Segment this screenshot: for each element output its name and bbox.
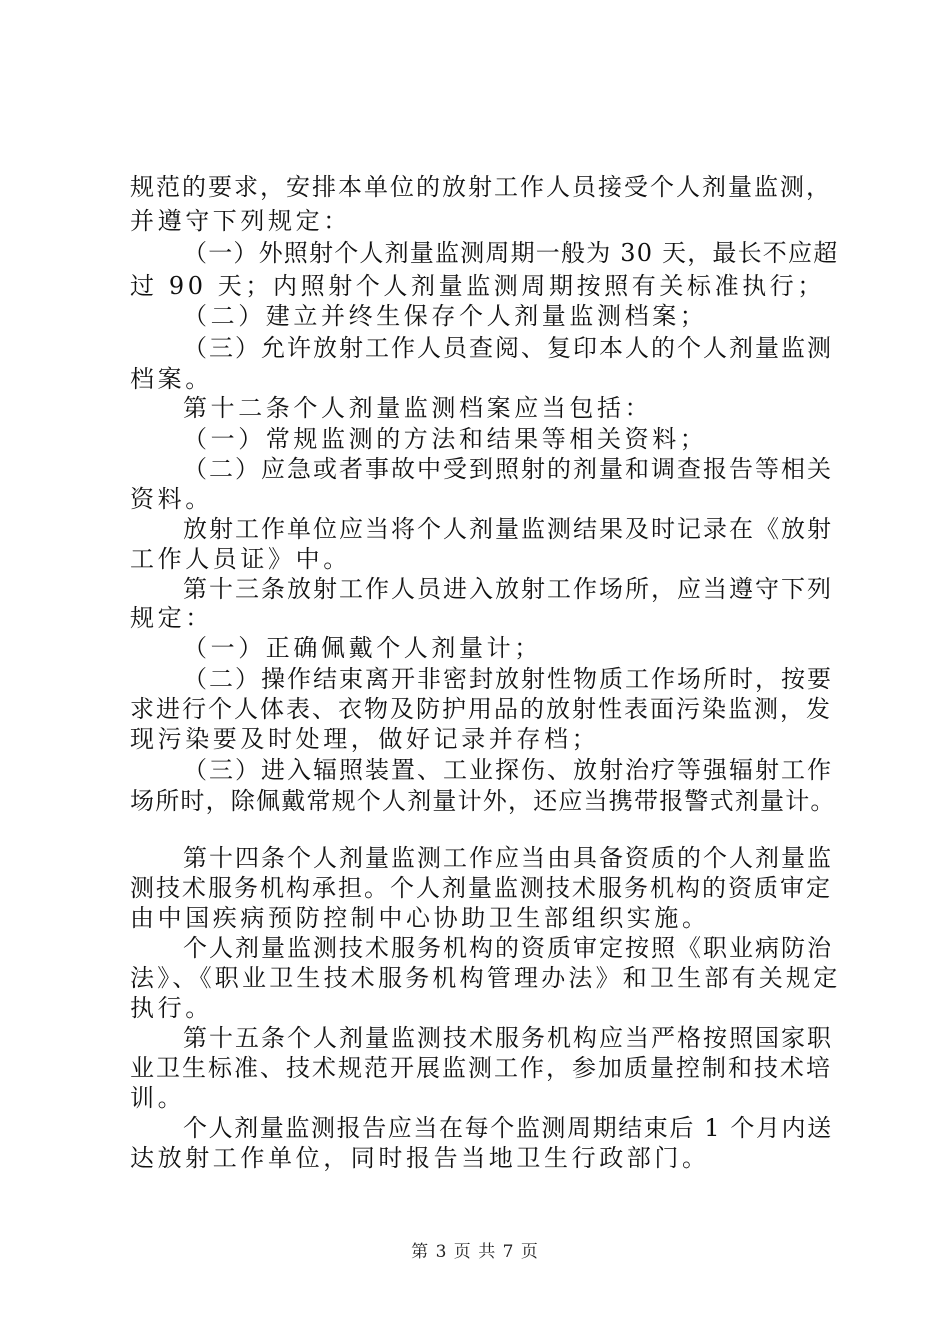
text-line: 个人剂量监测报告应当在每个监测周期结束后 1 个月内送 (183, 1114, 833, 1142)
text-line: 并遵守下列规定： (130, 207, 351, 235)
text-line: 第十二条个人剂量监测档案应当包括： (183, 394, 653, 422)
text-line: （三）允许放射工作人员查阅、复印本人的个人剂量监测 (183, 334, 833, 362)
text-line: 工作人员证》中。 (130, 545, 351, 573)
text-line: 达放射工作单位，同时报告当地卫生行政部门。 (130, 1144, 710, 1172)
text-line: 法》、《职业卫生技术服务机构管理办法》和卫生部有关规定 (130, 964, 841, 992)
text-line: 求进行个人体表、衣物及防护用品的放射性表面污染监测，发 (130, 695, 832, 723)
text-line: 测技术服务机构承担。个人剂量监测技术服务机构的资质审定 (130, 874, 832, 902)
text-line: 业卫生标准、技术规范开展监测工作，参加质量控制和技术培 (130, 1054, 832, 1082)
text-line: 放射工作单位应当将个人剂量监测结果及时记录在《放射 (183, 515, 833, 543)
text-line: 资料。 (130, 485, 213, 513)
text-line: （二）应急或者事故中受到照射的剂量和调查报告等相关 (183, 455, 833, 483)
text-line: 过 90 天；内照射个人剂量监测周期按照有关标准执行； (130, 272, 825, 300)
text-line: （二）建立并终生保存个人剂量监测档案； (183, 302, 708, 330)
text-line: 第十五条个人剂量监测技术服务机构应当严格按照国家职 (183, 1024, 833, 1052)
text-line: （一）正确佩戴个人剂量计； (183, 634, 542, 662)
page-number-footer: 第 3 页 共 7 页 (411, 1242, 539, 1262)
text-line: 规范的要求，安排本单位的放射工作人员接受个人剂量监测， (130, 173, 832, 201)
text-line: 档案。 (130, 365, 213, 393)
text-line: 现污染要及时处理，做好记录并存档； (130, 725, 600, 753)
text-line: （三）进入辐照装置、工业探伤、放射治疗等强辐射工作 (183, 756, 833, 784)
text-line: 由中国疾病预防控制中心协助卫生部组织实施。 (130, 904, 710, 932)
text-line: 第十四条个人剂量监测工作应当由具备资质的个人剂量监 (183, 844, 833, 872)
text-line: （二）操作结束离开非密封放射性物质工作场所时，按要 (183, 665, 833, 693)
text-line: 规定： (130, 604, 213, 632)
text-line: 训。 (130, 1084, 186, 1112)
text-line: 场所时，除佩戴常规个人剂量计外，还应当携带报警式剂量计。 (130, 787, 836, 815)
text-line: （一）常规监测的方法和结果等相关资料； (183, 425, 708, 453)
text-line: （一）外照射个人剂量监测周期一般为 30 天，最长不应超 (183, 239, 839, 267)
text-line: 个人剂量监测技术服务机构的资质审定按照《职业病防治 (183, 934, 833, 962)
text-line: 第十三条放射工作人员进入放射工作场所，应当遵守下列 (183, 575, 833, 603)
text-line: 执行。 (130, 994, 213, 1022)
